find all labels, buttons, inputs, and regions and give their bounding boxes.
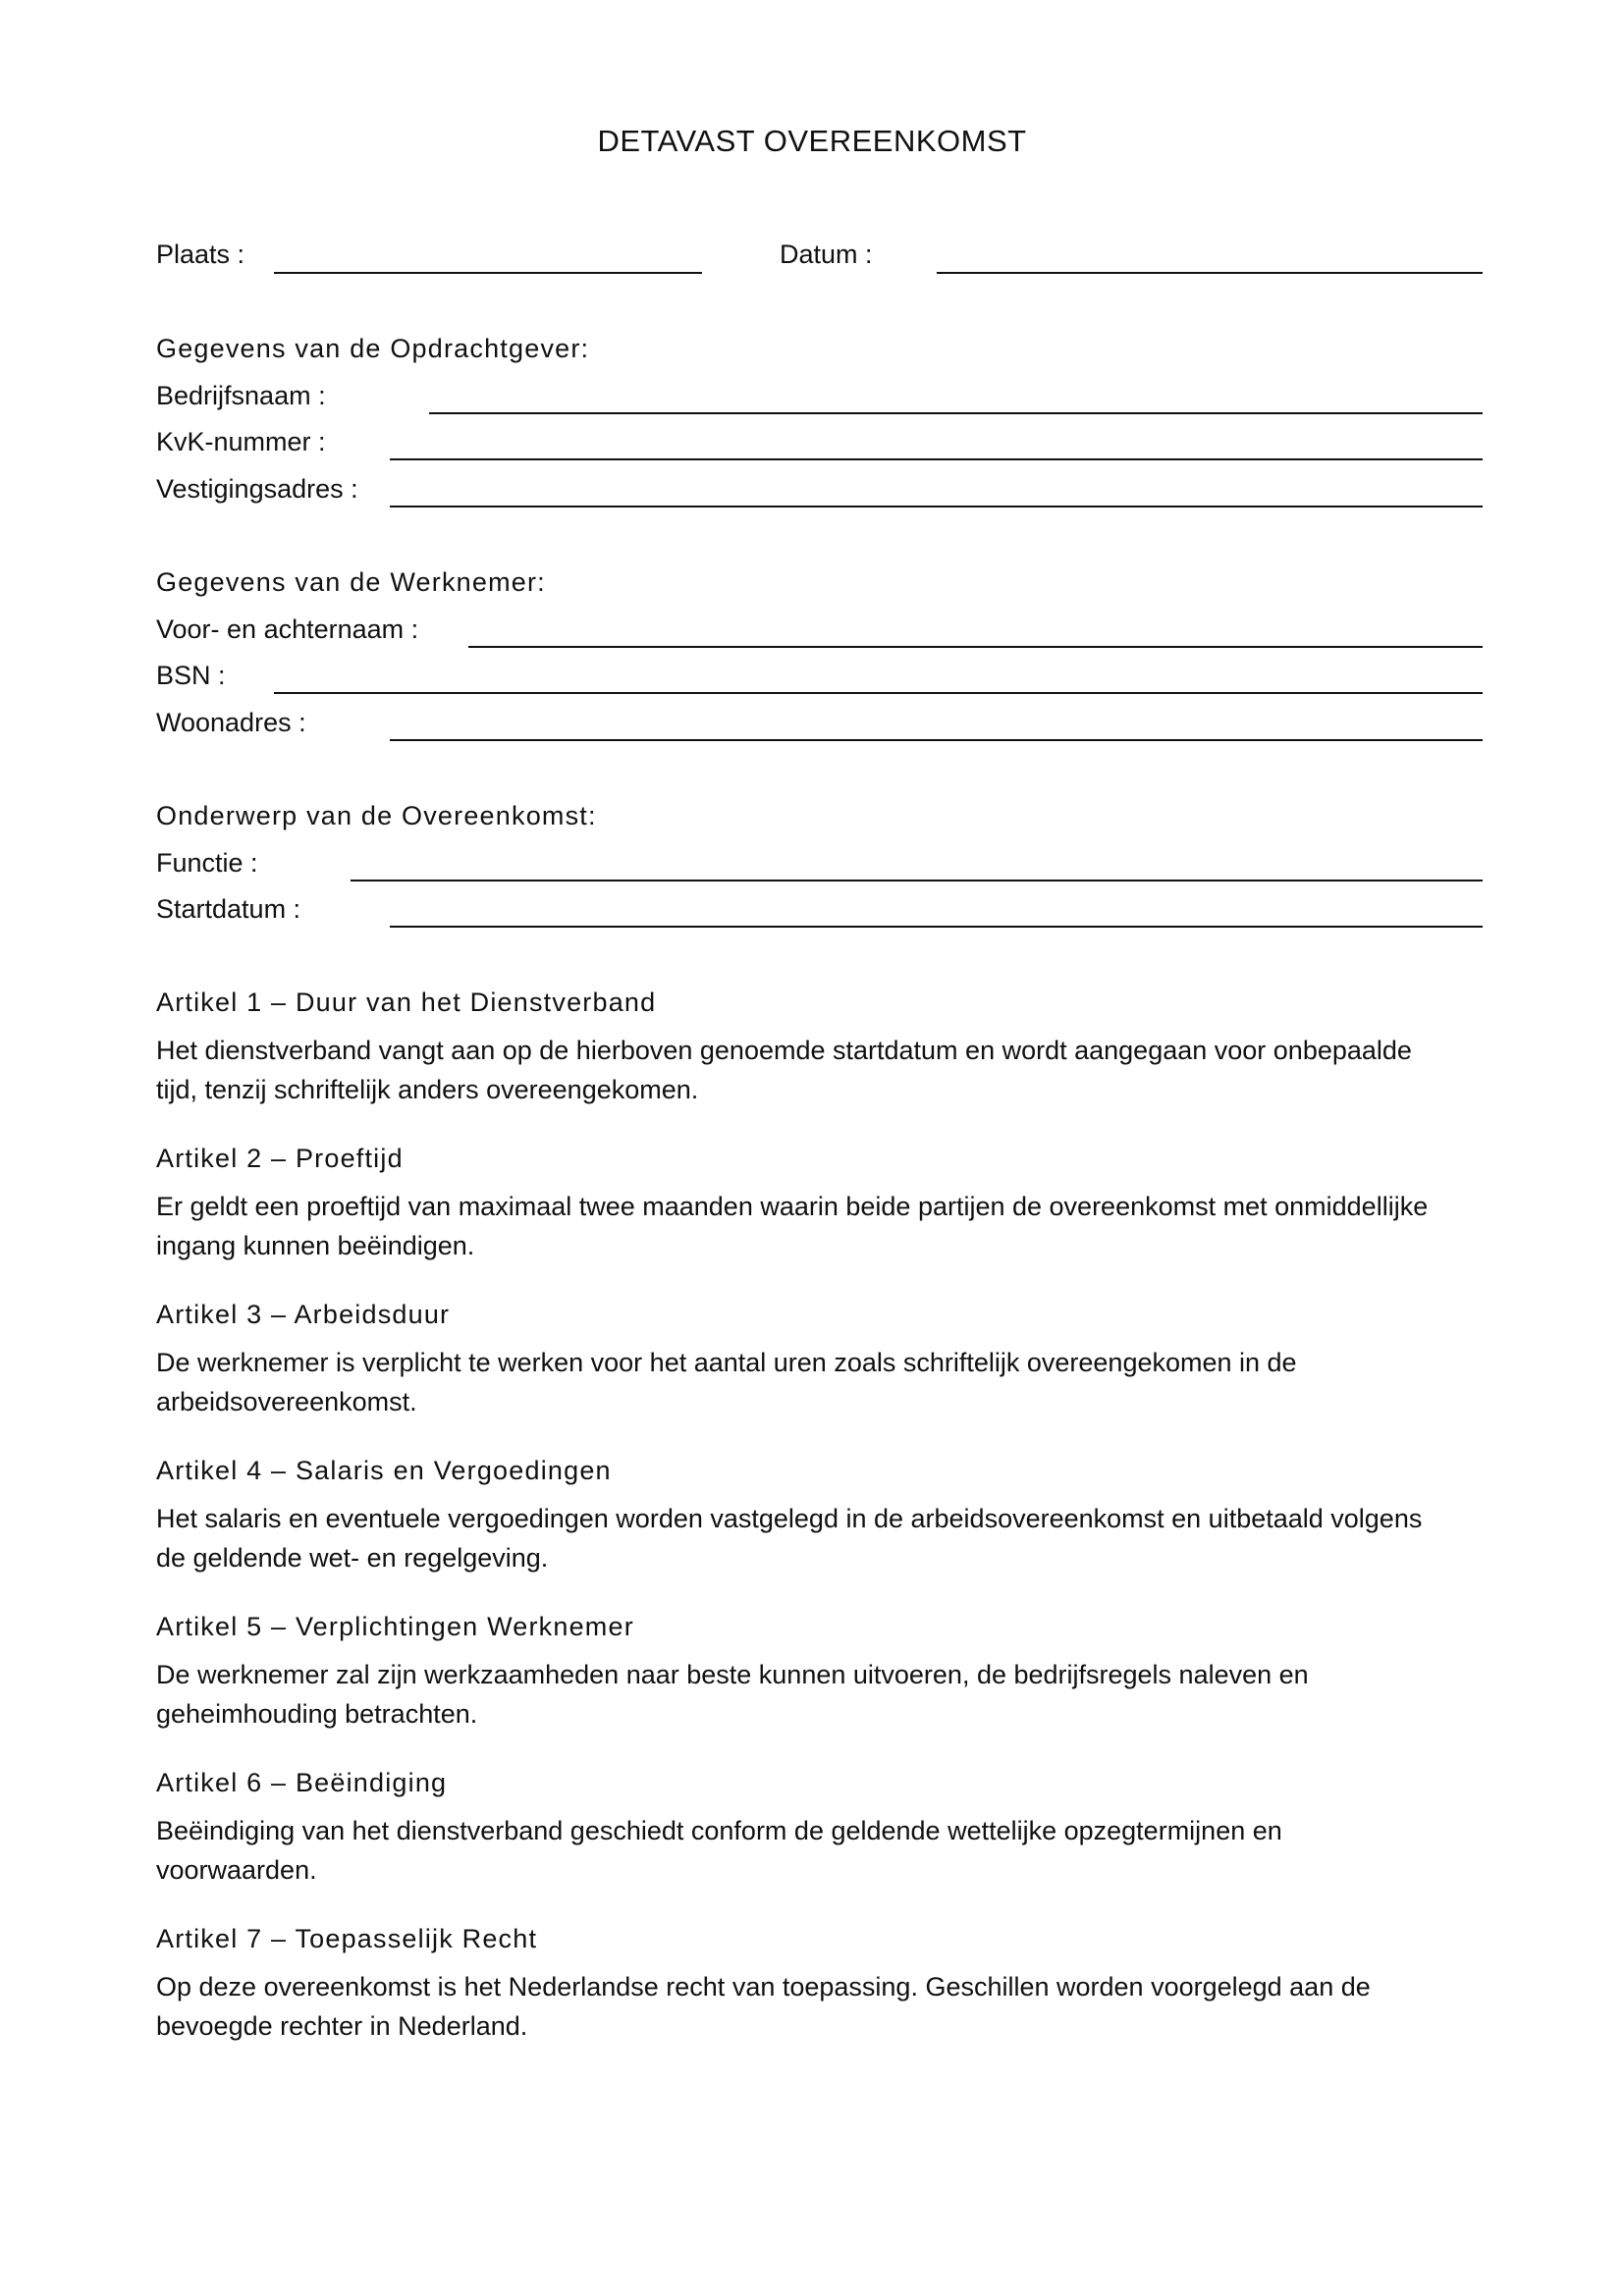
functie-label: Functie : [156, 848, 258, 878]
article-7-line-2: bevoegde rechter in Nederland. [156, 2011, 528, 2041]
functie-line[interactable] [351, 880, 1483, 881]
naam-label: Voor- en achternaam : [156, 614, 419, 644]
vestigingsadres-line[interactable] [390, 506, 1483, 507]
bedrijfsnaam-label: Bedrijfsnaam : [156, 381, 326, 410]
article-6-title: Artikel 6 – Beëindiging [156, 1768, 448, 1797]
bsn-line[interactable] [274, 692, 1483, 694]
article-2-body [156, 1187, 1491, 1265]
article-7-body [156, 1967, 1491, 2046]
article-7-line-1: Op deze overeenkomst is het Nederlandse recht van toepassing. Geschillen worden voorgelegd aan de [156, 1972, 1371, 2002]
naam-line[interactable] [468, 646, 1483, 648]
article-6-body [156, 1811, 1491, 1890]
kvk-label: KvK-nummer : [156, 427, 326, 456]
startdatum-label: Startdatum : [156, 894, 301, 924]
article-4-body [156, 1499, 1491, 1577]
datum-label: Datum : [780, 240, 873, 269]
article-2-line-2: ingang kunnen beëindigen. [156, 1231, 475, 1260]
article-2-title: Artikel 2 – Proeftijd [156, 1144, 404, 1173]
article-5-line-1: De werknemer zal zijn werkzaamheden naar beste kunnen uitvoeren, de bedrijfsregels naleven en [156, 1660, 1309, 1689]
article-1-line-1: Het dienstverband vangt aan op de hierboven genoemde startdatum en wordt aangegaan voor onbepaalde [156, 1036, 1412, 1065]
article-6-line-1: Beëindiging van het dienstverband geschiedt conform de geldende wettelijke opzegtermijnen en [156, 1816, 1282, 1845]
article-4-line-2: de geldende wet- en regelgeving. [156, 1543, 549, 1573]
werknemer-heading: Gegevens van de Werknemer: [156, 567, 546, 597]
plaats-line[interactable] [274, 272, 702, 274]
article-1-title: Artikel 1 – Duur van het Dienstverband [156, 988, 657, 1017]
article-4-title: Artikel 4 – Salaris en Vergoedingen [156, 1456, 612, 1485]
woonadres-label: Woonadres : [156, 708, 306, 737]
opdrachtgever-heading: Gegevens van de Opdrachtgever: [156, 334, 590, 363]
plaats-label: Plaats : [156, 240, 245, 269]
article-3-line-2: arbeidsovereenkomst. [156, 1387, 417, 1416]
document-title: DETAVAST OVEREENKOMST [597, 124, 1027, 158]
article-5-line-2: geheimhouding betrachten. [156, 1699, 478, 1729]
kvk-line[interactable] [390, 458, 1483, 460]
article-1-line-2: tijd, tenzij schriftelijk anders overeengekomen. [156, 1075, 699, 1104]
article-3-title: Artikel 3 – Arbeidsduur [156, 1300, 451, 1329]
article-3-body [156, 1343, 1491, 1421]
article-7-title: Artikel 7 – Toepasselijk Recht [156, 1924, 538, 1953]
vestigingsadres-label: Vestigingsadres : [156, 474, 358, 504]
woonadres-line[interactable] [390, 739, 1483, 741]
bedrijfsnaam-line[interactable] [429, 412, 1483, 414]
article-2-line-1: Er geldt een proeftijd van maximaal twee maanden waarin beide partijen de overeenkomst met onmiddellijke [156, 1192, 1429, 1221]
datum-line[interactable] [937, 272, 1483, 274]
article-5-title: Artikel 5 – Verplichtingen Werknemer [156, 1612, 634, 1641]
article-4-line-1: Het salaris en eventuele vergoedingen worden vastgelegd in de arbeidsovereenkomst en uitbetaald volgens [156, 1504, 1423, 1533]
article-3-line-1: De werknemer is verplicht te werken voor het aantal uren zoals schriftelijk overeengekomen in de [156, 1348, 1297, 1377]
article-5-body [156, 1655, 1491, 1734]
article-1-body [156, 1031, 1491, 1109]
article-6-line-2: voorwaarden. [156, 1855, 317, 1885]
bsn-label: BSN : [156, 661, 226, 690]
onderwerp-heading: Onderwerp van de Overeenkomst: [156, 801, 597, 830]
startdatum-line[interactable] [390, 926, 1483, 928]
